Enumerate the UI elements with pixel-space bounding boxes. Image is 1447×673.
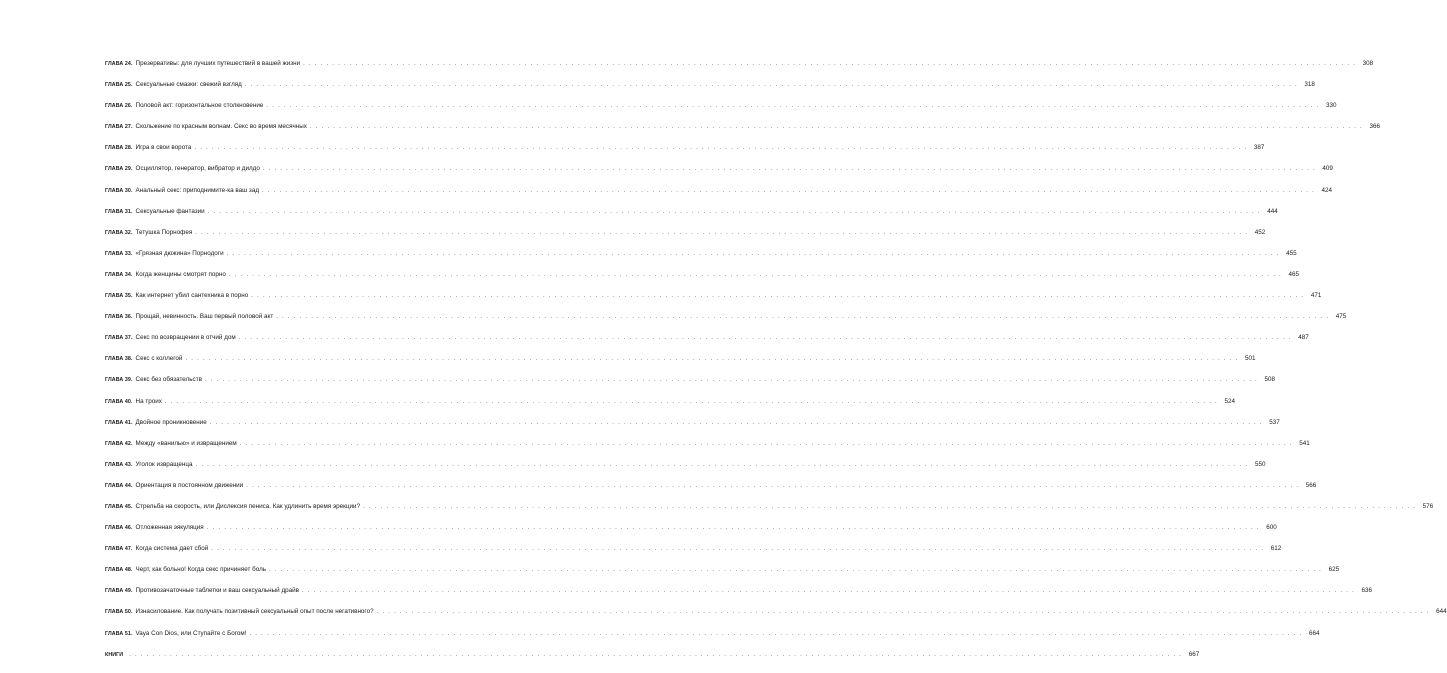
page-number: 409 [1322,165,1333,173]
chapter-number: ГЛАВА 32. [105,229,133,236]
toc-entry[interactable] [105,270,1299,293]
chapter-title: Между «ванилью» и извращением [135,439,237,447]
toc-entry[interactable] [105,545,1282,567]
toc-entry[interactable] [105,397,1235,420]
page-number: 612 [1270,545,1282,553]
chapter-number: ГЛАВА 44. [105,482,133,489]
chapter-number: ГЛАВА 40. [105,398,133,405]
chapter-title: Как интернет убил сантехника в порно [135,292,249,300]
toc-entry[interactable] [105,418,1280,441]
page-number: 524 [1224,397,1235,405]
page-number: 487 [1298,334,1309,342]
page-number: 501 [1244,355,1256,363]
chapter-number: ГЛАВА 48. [105,567,133,574]
dot-leader [240,441,1293,447]
toc-entry[interactable] [105,207,1278,230]
chapter-number: ГЛАВА 51. [105,630,133,637]
page-number: 387 [1253,144,1265,152]
toc-entry[interactable] [105,334,1309,356]
chapter-title: Презервативы: для лучших путешествий в вашей жизни [135,60,301,67]
chapter-number: ГЛАВА 37. [105,335,133,342]
page-number: 318 [1304,81,1315,89]
dot-leader [207,525,1260,531]
toc-entry[interactable] [105,481,1317,504]
chapter-title: Когда женщины смотрят порно [135,270,226,278]
chapter-number: ГЛАВА 49. [105,588,133,595]
dot-leader [165,399,1218,405]
page-number: 465 [1288,270,1299,278]
toc-entry[interactable] [105,608,1447,630]
page-number: 330 [1325,102,1337,110]
page-number: 576 [1422,502,1434,510]
chapter-title: Секс с коллегой [135,355,183,363]
toc-entry[interactable] [105,228,1266,251]
dot-leader [245,82,1298,88]
chapter-title: Секс по возвращении в отчий дом [135,334,236,342]
dot-leader [262,188,1315,194]
page-number: 424 [1321,186,1333,194]
toc-entry[interactable] [105,502,1434,525]
dot-leader [208,209,1261,215]
dot-leader [377,609,1430,615]
page-number: 541 [1299,439,1310,447]
dot-leader [363,504,1416,510]
chapter-title: Стрельба на скорость, или Дислексия пениса. Как удлинить время эрекции? [135,502,361,510]
table-of-contents [105,60,1447,673]
page-number: 664 [1308,629,1320,637]
toc-entry[interactable] [105,102,1337,124]
dot-leader [227,251,1280,257]
dot-leader [249,631,1302,637]
dot-leader [251,293,1304,299]
toc-entry[interactable] [105,650,1200,673]
page-number: 508 [1264,376,1275,384]
chapter-number: ГЛАВА 41. [105,419,133,426]
chapter-number: ГЛАВА 26. [105,103,133,110]
toc-entry[interactable] [105,629,1320,652]
toc-entry[interactable] [105,313,1347,335]
toc-entry[interactable] [105,81,1315,103]
toc-entry[interactable] [105,524,1277,546]
toc-entry[interactable] [105,144,1265,166]
dot-leader [211,546,1264,552]
page-number: 550 [1255,460,1266,468]
chapter-title: Когда система дает сбой [135,545,209,553]
chapter-title: Осциллятор, генератор, вибратор и дилдо [135,165,260,173]
chapter-number: ГЛАВА 39. [105,377,133,384]
chapter-title: Игра в свои ворота [135,144,192,152]
toc-entry[interactable] [105,566,1340,588]
chapter-number: ГЛАВА 42. [105,440,133,447]
page-number: 636 [1361,587,1373,595]
chapter-number: КНИГИ [105,651,124,658]
toc-entry[interactable] [105,460,1266,483]
toc-entry[interactable] [105,376,1275,398]
chapter-title: Сексуальные фантазии [135,207,205,215]
page-number: 566 [1305,481,1317,489]
page-number: 308 [1362,60,1374,67]
dot-leader [205,377,1258,383]
chapter-title: Vaya Con Dios, или Ступайте с Богом! [135,629,247,637]
chapter-number: ГЛАВА 28. [105,145,133,152]
toc-entry[interactable] [105,355,1256,377]
chapter-number: ГЛАВА 25. [105,82,133,89]
chapter-title: Половой акт: горизонтальное столкновение [135,102,264,110]
dot-leader [194,145,1247,151]
page-number: 475 [1335,313,1347,321]
toc-entry[interactable] [105,439,1310,462]
chapter-title: Тетушка Порнофея [135,228,193,236]
chapter-number: ГЛАВА 50. [105,609,133,616]
chapter-number: ГЛАВА 24. [105,61,133,67]
chapter-number: ГЛАВА 38. [105,356,133,363]
chapter-title: Отложенная эякуляция [135,524,204,532]
toc-entry[interactable] [105,587,1373,609]
page-number: 366 [1369,123,1380,131]
chapter-number: ГЛАВА 35. [105,293,133,300]
chapter-number: ГЛАВА 47. [105,546,133,553]
page-number: 452 [1254,228,1266,236]
page-number: 625 [1328,566,1340,574]
chapter-number: ГЛАВА 31. [105,208,133,215]
chapter-number: ГЛАВА 46. [105,525,133,532]
page-number: 444 [1267,207,1278,215]
page-number: 455 [1286,249,1297,257]
dot-leader [239,335,1292,341]
chapter-title: Секс без обязательств [135,376,202,384]
dot-leader [129,652,1182,658]
dot-leader [195,230,1248,236]
dot-leader [310,124,1363,130]
dot-leader [229,272,1282,278]
dot-leader [246,483,1299,489]
toc-entry[interactable] [105,249,1297,272]
chapter-title: «Грязная дюжина» Порнодоги [135,249,224,257]
chapter-number: ГЛАВА 45. [105,503,133,510]
chapter-number: ГЛАВА 29. [105,166,133,173]
chapter-number: ГЛАВА 33. [105,250,133,257]
chapter-title: Скольжение по красным волнам. Секс во время месячных [135,123,307,131]
chapter-title: Уголок извращенца [135,460,193,468]
chapter-title: Изнасилование. Как получать позитивный сексуальный опыт после негативного? [135,608,374,616]
chapter-title: Черт, как больно! Когда секс причиняет боль [135,566,267,574]
dot-leader [196,462,1249,468]
page-number: 471 [1310,292,1322,300]
dot-leader [303,61,1356,67]
chapter-title: Ориентация в постоянном движении [135,481,244,489]
dot-leader [185,356,1238,362]
chapter-number: ГЛАВА 34. [105,271,133,278]
dot-leader [269,567,1322,573]
chapter-number: ГЛАВА 43. [105,461,133,468]
chapter-title: Сексуальные смазки: свежий взгляд [135,81,242,89]
chapter-title: Анальный секс: приподнимите-ка ваш зад [135,186,259,194]
chapter-title: Противозачаточные таблетки и ваш сексуальный драйв [135,587,299,595]
toc-entry[interactable] [105,165,1333,187]
chapter-title: Прощай, невинность. Ваш первый половой акт [135,313,274,321]
dot-leader [266,103,1319,109]
dot-leader [210,420,1263,426]
toc-entry[interactable] [105,292,1322,314]
chapter-title: Двойное проникновение [135,418,207,426]
toc-entry[interactable] [105,123,1380,145]
chapter-number: ГЛАВА 36. [105,314,133,321]
chapter-title: На троих [135,397,162,405]
toc-entry[interactable] [105,60,1374,82]
page-number: 537 [1269,418,1280,426]
page-number: 667 [1188,650,1200,658]
dot-leader [263,166,1316,172]
toc-entry[interactable] [105,186,1333,209]
page-number: 644 [1436,608,1447,616]
chapter-number: ГЛАВА 27. [105,124,133,131]
chapter-number: ГЛАВА 30. [105,187,133,194]
dot-leader [276,314,1329,320]
page-number: 600 [1266,524,1277,532]
dot-leader [302,588,1355,594]
